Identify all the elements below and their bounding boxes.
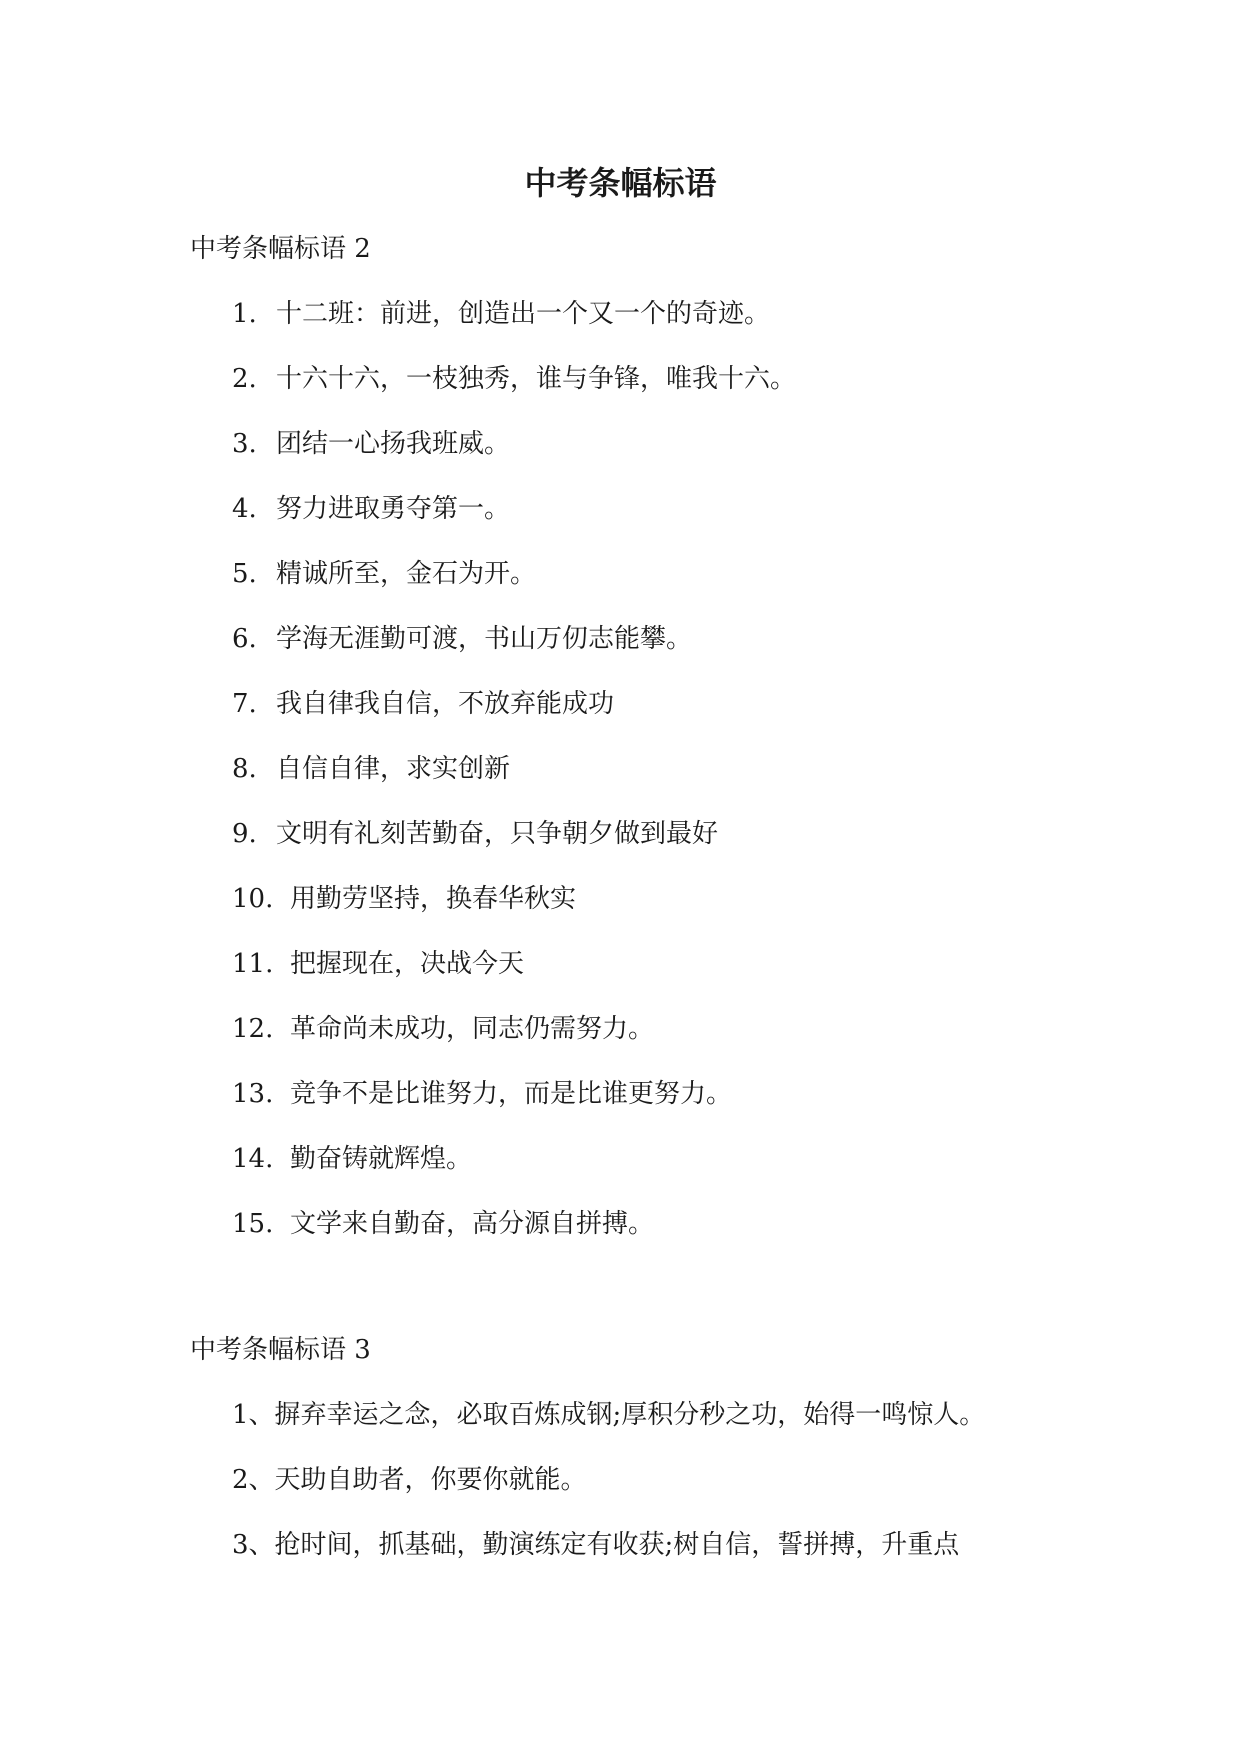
list-text: 学海无涯勤可渡，书山万仞志能攀。 <box>276 624 693 654</box>
list-item <box>232 1009 796 1074</box>
list-text: 革命尚未成功，同志仍需努力。 <box>290 1014 655 1044</box>
list-text: 十二班：前进，创造出一个又一个的奇迹。 <box>276 299 771 329</box>
list-number: 11. <box>232 949 274 979</box>
slogan-list-3 <box>232 1395 985 1590</box>
list-number: 7. <box>232 689 257 719</box>
list-number: 5. <box>232 559 257 589</box>
list-text: 勤奋铸就辉煌。 <box>290 1144 473 1174</box>
list-text: 自信自律，求实创新 <box>276 754 511 784</box>
list-item <box>232 489 796 554</box>
list-text: 用勤劳坚持，换春华秋实 <box>290 884 577 914</box>
list-text: 把握现在，决战今天 <box>290 949 525 979</box>
list-number: 8. <box>232 754 257 784</box>
list-item <box>232 359 796 424</box>
list-item <box>232 749 796 814</box>
list-item <box>232 1204 796 1269</box>
list-item <box>232 294 796 359</box>
list-item <box>232 619 796 684</box>
list-number: 14. <box>232 1144 274 1174</box>
list-item: 3、抢时间，抓基础，勤演练定有收获;树自信，誓拼搏，升重点 <box>232 1530 960 1560</box>
list-number: 1. <box>232 299 257 329</box>
document-title: 中考条幅标语 <box>524 164 717 202</box>
list-number: 9. <box>232 819 257 849</box>
list-item <box>232 814 796 879</box>
list-number: 3. <box>232 429 257 459</box>
list-item <box>232 684 796 749</box>
list-text: 团结一心扬我班威。 <box>276 429 511 459</box>
list-number: 10. <box>232 884 274 914</box>
list-item <box>232 944 796 1009</box>
list-number: 15. <box>232 1209 274 1239</box>
list-item <box>232 424 796 489</box>
list-item: 2、天助自助者，你要你就能。 <box>232 1465 587 1495</box>
list-text: 竞争不是比谁努力，而是比谁更努力。 <box>290 1079 733 1109</box>
list-number: 12. <box>232 1014 274 1044</box>
list-number: 2. <box>232 364 257 394</box>
slogan-list-2 <box>232 294 796 1269</box>
list-text: 文明有礼刻苦勤奋，只争朝夕做到最好 <box>276 819 719 849</box>
list-text: 十六十六，一枝独秀，谁与争锋，唯我十六。 <box>276 364 797 394</box>
list-number: 6. <box>232 624 257 654</box>
list-number: 4. <box>232 494 257 524</box>
section-heading-2: 中考条幅标语 2 <box>190 234 371 264</box>
list-item <box>232 1139 796 1204</box>
list-text: 努力进取勇夺第一。 <box>276 494 511 524</box>
section-heading-3: 中考条幅标语 3 <box>190 1335 371 1365</box>
list-text: 精诚所至，金石为开。 <box>276 559 537 589</box>
list-item <box>232 554 796 619</box>
list-item <box>232 879 796 944</box>
list-item <box>232 1074 796 1139</box>
list-text: 文学来自勤奋，高分源自拼搏。 <box>290 1209 655 1239</box>
list-text: 我自律我自信，不放弃能成功 <box>276 689 615 719</box>
list-item: 1、摒弃幸运之念，必取百炼成钢;厚积分秒之功，始得一鸣惊人。 <box>232 1400 986 1430</box>
list-number: 13. <box>232 1079 274 1109</box>
